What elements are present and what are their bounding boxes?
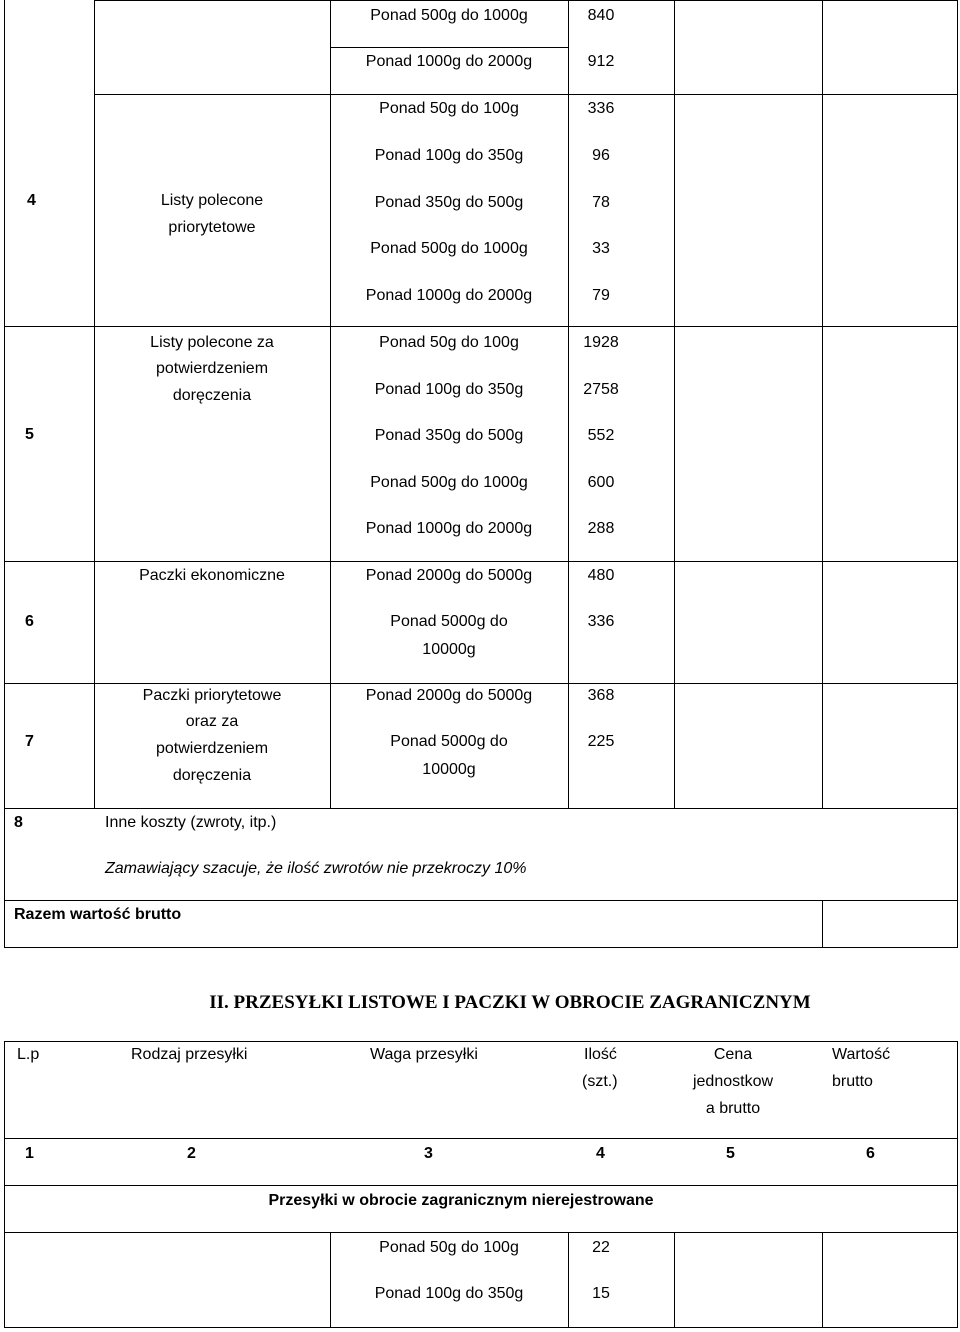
weight-cell: Ponad 50g do 100g (379, 100, 519, 117)
weight-cell: Ponad 1000g do 2000g (365, 287, 533, 304)
header-unit-price: Cena (713, 1046, 753, 1063)
shipment-type-line: potwierdzeniem (155, 740, 269, 757)
other-costs-label: Inne koszty (zwroty, itp.) (105, 814, 277, 831)
weight-cell: Ponad 100g do 350g (374, 381, 524, 398)
quantity-cell: 336 (587, 100, 615, 117)
header-weight: Waga przesyłki (370, 1046, 478, 1063)
quantity-cell: 22 (592, 1239, 610, 1256)
total-gross-label: Razem wartość brutto (14, 906, 182, 923)
weight-cell: Ponad 5000g do (390, 733, 508, 750)
weight-cell: Ponad 50g do 100g (379, 1239, 519, 1256)
row-number: 8 (14, 814, 23, 831)
quantity-cell: 33 (592, 240, 610, 257)
quantity-cell: 2758 (583, 381, 619, 398)
shipment-type-line: oraz za (185, 713, 239, 730)
unregistered-subheader: Przesyłki w obrocie zagranicznym nierejestrowane (268, 1192, 654, 1209)
shipment-type-line: Paczki priorytetowe (142, 687, 282, 704)
quantity-cell: 480 (587, 567, 615, 584)
returns-note: Zamawiający szacuje, że ilość zwrotów nie przekroczy 10% (105, 860, 527, 877)
header-quantity: Ilość (584, 1046, 617, 1063)
column-number: 5 (726, 1145, 735, 1162)
quantity-cell: 336 (587, 613, 615, 630)
shipment-type-line: doręczenia (172, 767, 252, 784)
header-gross-value: Wartość (832, 1046, 891, 1063)
row-number: 6 (25, 613, 34, 630)
column-number: 4 (596, 1145, 605, 1162)
row-number: 5 (25, 426, 34, 443)
weight-cell: 10000g (422, 641, 476, 658)
quantity-cell: 912 (587, 53, 615, 70)
quantity-cell: 79 (592, 287, 610, 304)
header-unit-price: jednostkow (692, 1073, 774, 1090)
row-number: 4 (27, 192, 36, 209)
quantity-cell: 96 (592, 147, 610, 164)
quantity-cell: 552 (587, 427, 615, 444)
weight-cell: Ponad 1000g do 2000g (365, 520, 533, 537)
weight-cell: Ponad 350g do 500g (374, 427, 524, 444)
header-gross-value: brutto (832, 1073, 873, 1090)
weight-cell: Ponad 350g do 500g (374, 194, 524, 211)
quantity-cell: 840 (587, 7, 615, 24)
quantity-cell: 225 (587, 733, 615, 750)
shipment-type-line: priorytetowe (168, 219, 256, 236)
shipment-type-line: potwierdzeniem (155, 360, 269, 377)
weight-cell: Ponad 500g do 1000g (370, 474, 528, 491)
weight-cell: Ponad 2000g do 5000g (365, 567, 533, 584)
quantity-cell: 78 (592, 194, 610, 211)
quantity-cell: 15 (592, 1285, 610, 1302)
shipment-type-line: Paczki ekonomiczne (139, 567, 285, 584)
row-number: 7 (25, 733, 34, 750)
weight-cell: Ponad 1000g do 2000g (365, 53, 533, 70)
column-number: 2 (187, 1145, 196, 1162)
column-number: 3 (424, 1145, 433, 1162)
column-number: 6 (866, 1145, 875, 1162)
weight-cell: Ponad 5000g do (390, 613, 508, 630)
weight-cell: Ponad 500g do 1000g (370, 240, 528, 257)
quantity-cell: 368 (587, 687, 615, 704)
shipment-type-line: Listy polecone (160, 192, 264, 209)
quantity-cell: 288 (587, 520, 615, 537)
quantity-cell: 600 (587, 474, 615, 491)
weight-cell: Ponad 100g do 350g (374, 1285, 524, 1302)
shipment-type-line: Listy polecone za (150, 334, 274, 351)
weight-cell: 10000g (422, 761, 476, 778)
column-number: 1 (25, 1145, 34, 1162)
weight-cell: Ponad 50g do 100g (379, 334, 519, 351)
weight-cell: Ponad 2000g do 5000g (365, 687, 533, 704)
weight-cell: Ponad 500g do 1000g (370, 7, 528, 24)
header-lp: L.p (17, 1046, 40, 1063)
quantity-cell: 1928 (583, 334, 619, 351)
header-quantity: (szt.) (582, 1073, 618, 1090)
weight-cell: Ponad 100g do 350g (374, 147, 524, 164)
section-title: II. PRZESYŁKI LISTOWE I PACZKI W OBROCIE ZAGRANICZNYM (209, 992, 811, 1013)
header-unit-price: a brutto (705, 1100, 761, 1117)
header-shipment-type: Rodzaj przesyłki (131, 1046, 248, 1063)
shipment-type-line: doręczenia (172, 387, 252, 404)
